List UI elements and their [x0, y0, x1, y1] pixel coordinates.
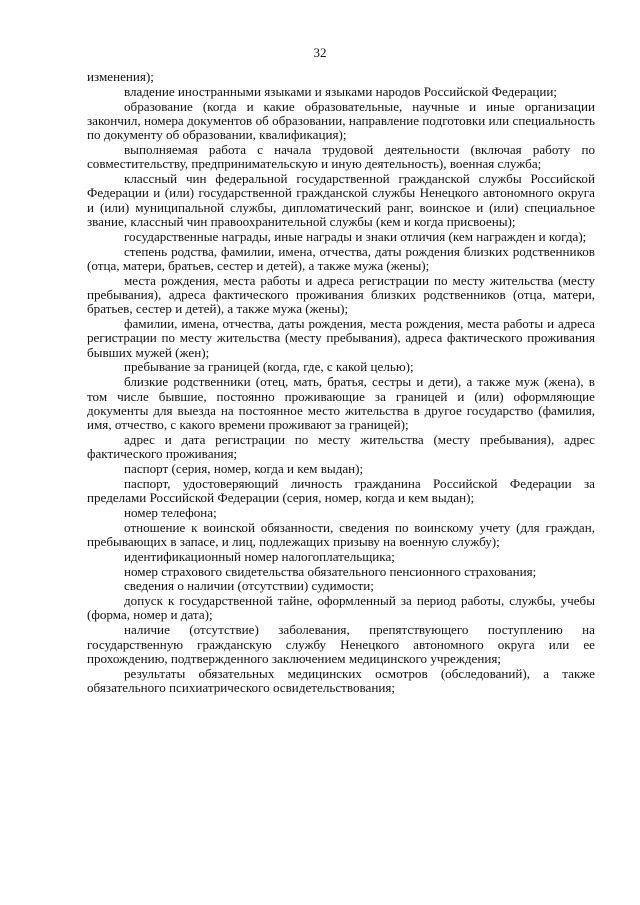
paragraph: номер телефона;: [124, 504, 217, 520]
paragraph: образование (когда и какие образовательные, научные и иные организации закончил, номера документов об образовании, направление подготовки или специальность по документу об образовании, квалификация);: [87, 98, 595, 143]
paragraph: паспорт (серия, номер, когда и кем выдан);: [124, 461, 364, 477]
paragraph: владение иностранными языками и языками народов Российской Федерации;: [124, 83, 558, 99]
paragraph: близкие родственники (отец, мать, братья, сестры и дети), а также муж (жена), в том числе бывшие, постоянно проживающие за границей и (или) оформляющие документы для выезда на постоянное место жительства в другое государство (фамилия, имя, отчество, с какого времени проживают за границей);: [87, 374, 595, 433]
paragraph: идентификационный номер налогоплательщика;: [124, 548, 395, 564]
paragraph: допуск к государственной тайне, оформленный за период работы, службы, учебы (форма, номер и дата);: [87, 593, 595, 623]
paragraph: отношение к воинской обязанности, сведения по воинскому учету (для граждан, пребывающих в запасе, и лиц, подлежащих призыву на военную службу);: [87, 519, 595, 549]
paragraph: государственные награды, иные награды и знаки отличия (кем награжден и когда);: [124, 228, 587, 244]
document-body: [87, 70, 595, 696]
paragraph: пребывание за границей (когда, где, с какой целью);: [124, 359, 414, 375]
paragraph: наличие (отсутствие) заболевания, препятствующего поступлению на государственную гражданскую службу Ненецкого автономного округа или ее прохождению, подтвержденного заключением медицинского учреждения;: [87, 622, 595, 666]
paragraph: степень родства, фамилии, имена, отчества, даты рождения близких родственников (отца, матери, братьев, сестер и детей), а также мужа (жены);: [87, 243, 595, 273]
paragraph: классный чин федеральной государственной гражданской службы Российской Федерации и (или) государственной гражданской службы Ненецкого автономного округа и (или) муниципальной службы, дипломатический ранг, воинское и (или) специальное звание, классный чин правоохранительной службы (кем и когда присвоены);: [87, 171, 595, 229]
paragraph: номер страхового свидетельства обязательного пенсионного страхования;: [124, 563, 537, 579]
paragraph: адрес и дата регистрации по месту жительства (месту пребывания), адрес фактического проживания;: [87, 431, 595, 462]
paragraph: изменения);: [87, 69, 154, 84]
paragraph: паспорт, удостоверяющий личность гражданина Российской Федерации за пределами Российской Федерации (серия, номер, когда и кем выдан);: [87, 475, 595, 506]
paragraph: результаты обязательных медицинских осмотров (обследований), а также обязательного психиатрического освидетельствования;: [87, 665, 595, 695]
paragraph: фамилии, имена, отчества, даты рождения, места рождения, места работы и адреса регистрации по месту жительства (месту пребывания), адреса фактического проживания бывших мужей (жен);: [87, 316, 595, 360]
page-number: 32: [313, 45, 327, 60]
paragraph: сведения о наличии (отсутствии) судимости;: [124, 578, 374, 594]
paragraph: выполняемая работа с начала трудовой деятельности (включая работу по совместительству, предпринимательскую и иную деятельность), военная служба;: [87, 141, 595, 172]
paragraph: места рождения, места работы и адреса регистрации по месту жительства (месту пребывания), адреса фактического проживания близких родственников (отца, матери, братьев, сестер и детей), а также мужа (жены);: [87, 272, 595, 317]
